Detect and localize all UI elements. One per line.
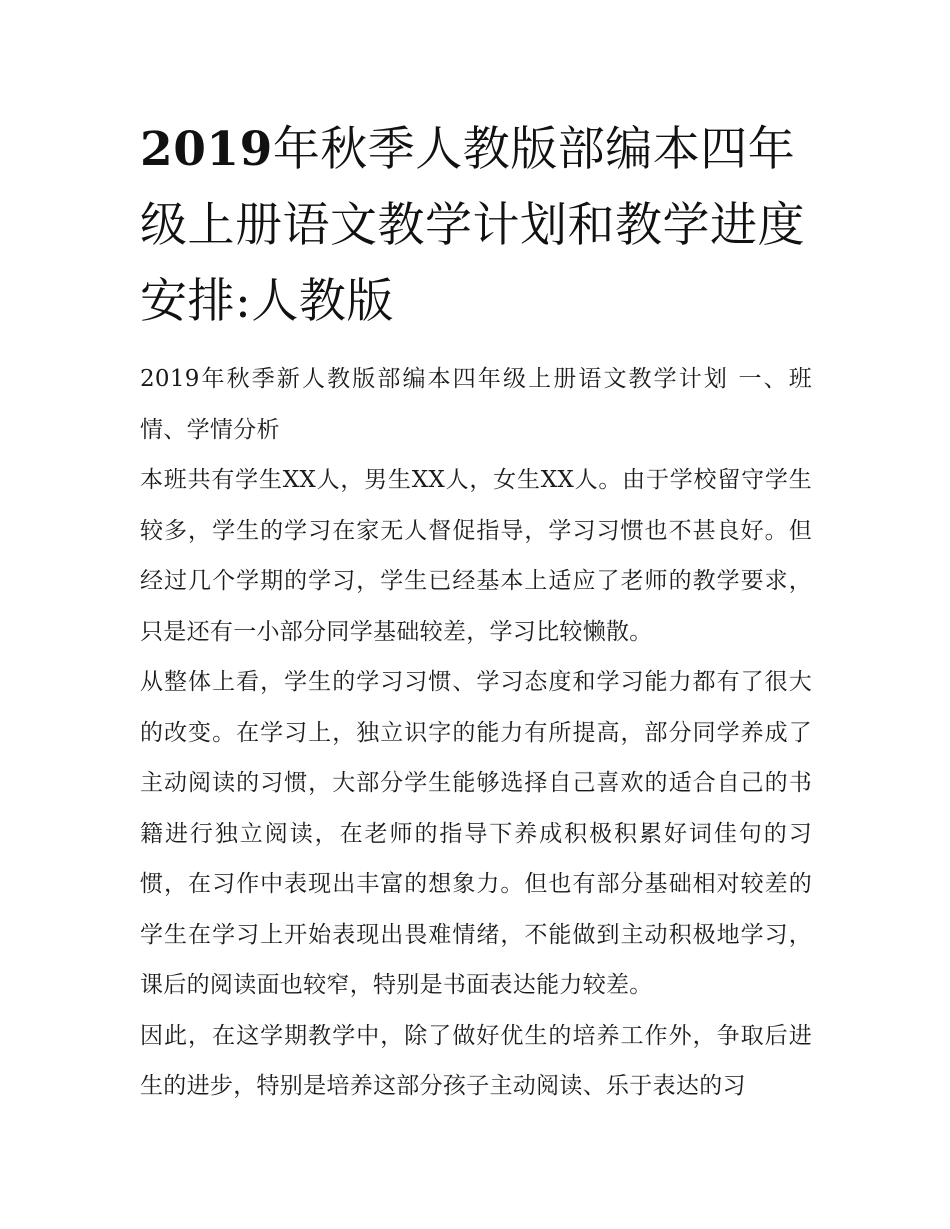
paragraph-class-situation: 本班共有学生XX人，男生XX人，女生XX人。由于学校留守学生较多，学生的学习在家无人督促指导，学习习惯也不甚良好。但经过几个学期的学习，学生已经基本上适应了老师的教学要求，只是还有一小部分同学基础较差，学习比较懒散。: [140, 467, 812, 645]
paragraph-teaching-focus: 因此，在这学期教学中，除了做好优生的培养工作外，争取后进生的进步，特别是培养这部分孩子主动阅读、乐于表达的习: [140, 1022, 812, 1099]
document-page: [140, 0, 812, 1229]
title-text: 年秋季人教版部编本四年级上册语文教学计划和教学进度安排:人教版: [140, 122, 805, 329]
document-body: [140, 354, 812, 1112]
document-title: [140, 112, 812, 340]
paragraph-overall-analysis: 从整体上看，学生的学习习惯、学习态度和学习能力都有了很大的改变。在学习上，独立识字的能力有所提高，部分同学养成了主动阅读的习惯，大部分学生能够选择自己喜欢的适合自己的书籍进行独立阅读，在老师的指导下养成积极积累好词佳句的习惯，在习作中表现出丰富的想象力。但也有部分基础相对较差的学生在学习上开始表现出畏难情绪，不能做到主动积极地学习，课后的阅读面也较窄，特别是书面表达能力较差。: [140, 669, 812, 998]
title-year: 2019: [140, 122, 273, 177]
paragraph-intro: 2019年秋季新人教版部编本四年级上册语文教学计划 一、班情、学情分析: [140, 366, 812, 443]
